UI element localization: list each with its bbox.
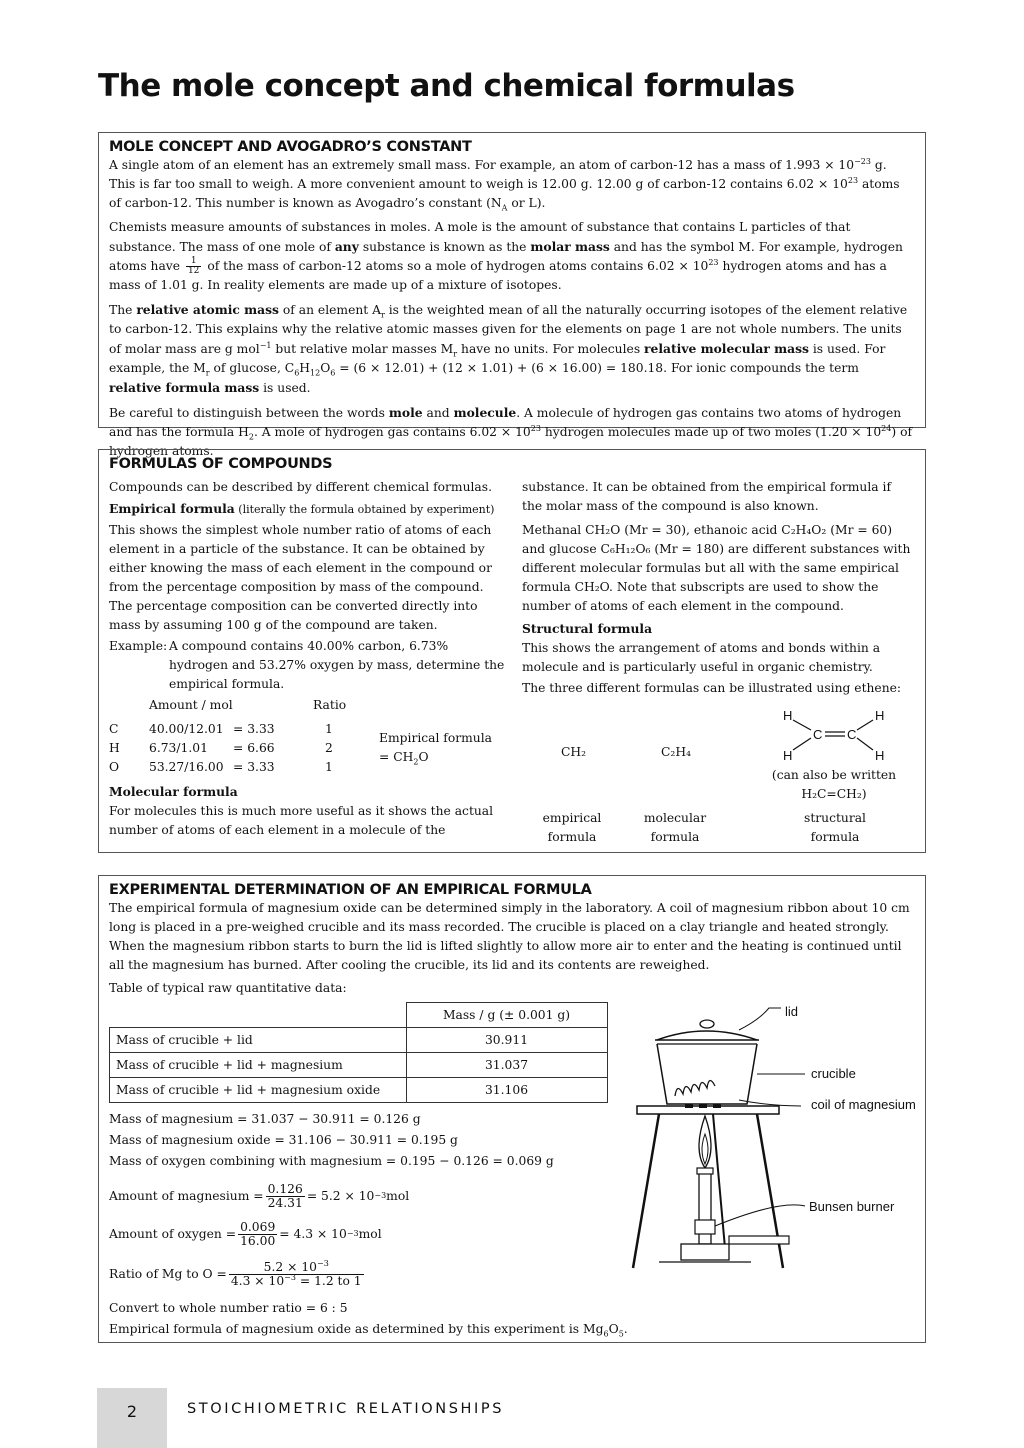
page-number: 2	[97, 1388, 167, 1448]
section-heading: MOLE CONCEPT AND AVOGADRO’S CONSTANT	[109, 139, 472, 155]
paragraph: This shows the arrangement of atoms and bonds within a molecule and is particularly useful in organic chemistry.	[522, 641, 881, 674]
atom-label: C	[813, 727, 823, 742]
data-table	[109, 1002, 608, 1103]
table-row: Mass of crucible + lid + magnesium oxide 31.106	[110, 1078, 608, 1103]
paragraph: For molecules this is much more useful as it shows the actual number of atoms of each element in a molecule of the	[109, 804, 494, 837]
atom-label: H	[875, 748, 885, 763]
caption-empirical: empirical formula	[542, 811, 602, 844]
subheading: Empirical formula (literally the formula obtained by experiment)	[109, 501, 495, 516]
apparatus-diagram	[629, 1000, 919, 1290]
caption-structural: structural formula	[804, 811, 866, 844]
experimental-box	[98, 875, 926, 1343]
paragraph: Chemists measure amounts of substances in moles. A mole is the amount of substance that contains L particles of that substance. The mass of one mole of any substance is known as the molar mass and has the symbol M. For example, hydrogen atoms have $\frac{1}{12}$ of the mass of carbon-12 atoms so a mole of hydrogen atoms contains $6.02 \times 10^{23}$ hydrogen atoms and has a mass of 1.01 g. In reality elements are made up of a mixture of isotopes.	[109, 220, 903, 292]
paragraph: A single atom of an element has an extremely small mass. For example, an atom of carbon-12 has a mass of $1.993 \times 10^{-23}$ g. This is far too small to weigh. A more convenient amount to weigh is 12.00 g. 12.00 g of carbon-12 contains $6.02 \times 10^{23}$ atoms of carbon-12. This number is known as Avogadro’s constant ($N_A$ or L).	[109, 156, 900, 213]
empirical-result: Empirical formula = $CH_2O$	[379, 731, 492, 767]
label-lid: lid	[785, 1004, 799, 1019]
caption-molecular: molecular formula	[643, 811, 707, 844]
label-burner: Bunsen burner	[809, 1199, 895, 1214]
ethene-molecular: C₂H₄	[661, 745, 691, 759]
table-row: Mass of crucible + lid + magnesium 31.037	[110, 1053, 608, 1078]
paragraph: The relative atomic mass of an element $A_r$ is the weighted mean of all the naturally occurring isotopes of the element relative to carbon-12. This explains why the relative atomic masses given for the elements on page 1 are not whole numbers. The units of molar mass are g mol$^{-1}$ but relative molar masses $M_r$ have no units. For molecules relative molecular mass is used. For example, the $M_r$ of glucose, $C_6H_{12}O_6 = (6 \times 12.01) + (12 \times 1.01) + (6 \times 16.00) = 180.18$. For ionic compounds the term relative formula mass is used.	[109, 302, 908, 395]
atom-label: H	[875, 708, 885, 723]
ethene-empirical: CH₂	[561, 745, 587, 759]
table-caption: Table of typical raw quantitative data:	[109, 981, 347, 995]
section-heading: EXPERIMENTAL DETERMINATION OF AN EMPIRICAL FORMULA	[109, 882, 592, 898]
ethene-alt-note: (can also be written H₂C=CH₂)	[771, 768, 897, 801]
paragraph: substance. It can be obtained from the empirical formula if the molar mass of the compound is also known.	[522, 480, 891, 513]
section-heading: FORMULAS OF COMPOUNDS	[109, 456, 333, 472]
left-column	[109, 478, 507, 846]
subheading: Structural formula	[522, 621, 653, 636]
formulas-box	[98, 449, 926, 853]
paragraph: Compounds can be described by different chemical formulas.	[109, 480, 492, 494]
paragraph: This shows the simplest whole number ratio of atoms of each element in a particle of the substance. It can be obtained by either knowing the mass of each element in the compound or from the percentage composition by mass of the compound. The percentage composition can be converted directly into mass by assuming 100 g of the compound are taken.	[109, 523, 492, 632]
paragraph: The three different formulas can be illustrated using ethene:	[522, 681, 902, 695]
table-header: Mass / g (± 0.001 g)	[406, 1003, 607, 1028]
atom-label: H	[783, 708, 793, 723]
section-name: STOICHIOMETRIC RELATIONSHIPS	[187, 1401, 505, 1417]
paragraph: Be careful to distinguish between the words mole and molecule. A molecule of hydrogen gas contains two atoms of hydrogen and has the formula $H_2$. A mole of hydrogen gas contains $6.02 \times 10^{23}$ hydrogen molecules made up of two moles $(1.20 \times 10^{24})$ of hydrogen atoms.	[109, 405, 913, 458]
calc-table: Amount / mol Ratio C 40.00/12.01 = 3.33 1 H 6.73/1.01 = 6.66 2 O 53.27/16.00 = 3.33 1 Empirical formula = $CH_2O$	[109, 698, 492, 774]
mole-concept-box	[98, 132, 926, 458]
paragraph: The empirical formula of magnesium oxide can be determined simply in the laboratory. A coil of magnesium ribbon about 10 cm long is placed in a pre-weighed crucible and its mass recorded. The crucible is placed on a clay triangle and heated strongly. When the magnesium ribbon starts to burn the lid is lifted slightly to allow more air to enter and the heating is continued until all the magnesium has burned. After cooling the crucible, its lid and its contents are reweighed.	[109, 901, 910, 972]
paragraph: Methanal CH₂O (Mr = 30), ethanoic acid C₂H₄O₂ (Mr = 60) and glucose C₆H₁₂O₆ (Mr = 180) are different substances with different molecular formulas but all with the same empirical formula CH₂O. Note that subscripts are used to show the number of atoms of each element in the compound.	[522, 523, 911, 613]
label-coil: coil of magnesium	[811, 1097, 916, 1112]
atom-label: C	[847, 727, 857, 742]
ethene-structural-diagram	[779, 704, 889, 764]
atom-label: H	[783, 748, 793, 763]
table-row: Mass of crucible + lid 30.911	[110, 1028, 608, 1053]
label-crucible: crucible	[811, 1066, 856, 1081]
right-column	[522, 478, 914, 704]
page-title: The mole concept and chemical formulas	[98, 68, 795, 104]
calculations: Mass of magnesium = 31.037 − 30.911 = 0.126 g Mass of magnesium oxide = 31.106 − 30.911 = 0.195 g Mass of oxygen combining with magnesium = 0.195 − 0.126 = 0.069 g Amount of magnesium = $\frac{0.126}{24.31}$ = 5.2 × 10 −3 mol Amount of oxygen = $\frac{0.069}{16.00}$ = 4.3 × 10 −3 mol Ratio of Mg to O = $\frac{5.2 \times 10^{-3}}{4.3 \times 10^{-3} = 1.2 to 1}$ Convert to whole number ratio = 6 : 5 Empirical formula of magnesium oxide as determined by this experiment is $Mg_6O_5$.	[109, 1112, 628, 1339]
subheading: Molecular formula	[109, 784, 238, 799]
example: Example: A compound contains 40.00% carbon, 6.73% hydrogen and 53.27% oxygen by mass, determine the empirical formula.	[109, 639, 505, 691]
